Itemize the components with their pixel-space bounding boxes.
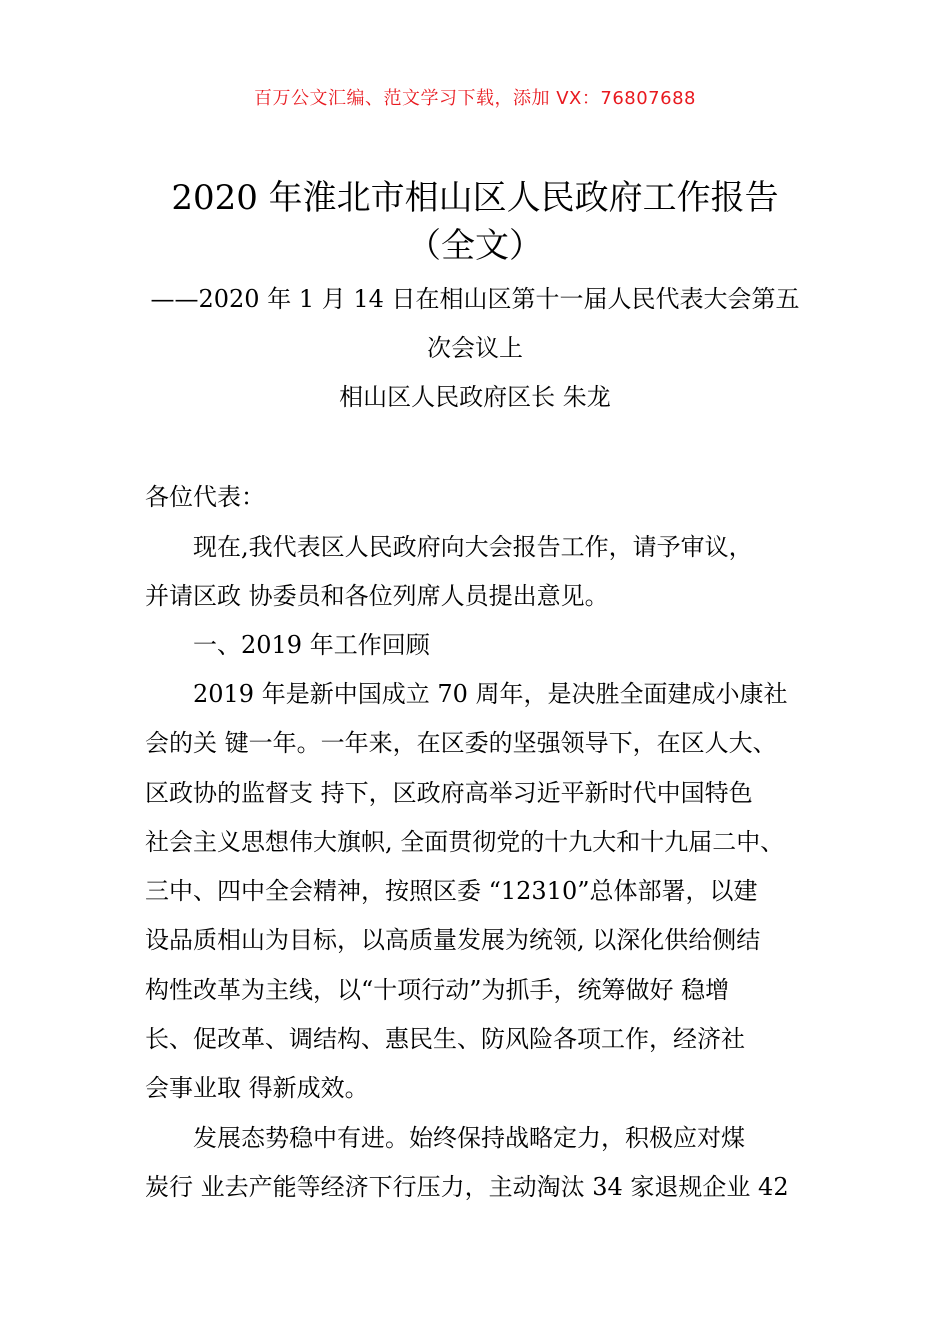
paragraph-line: 会的关 键一年。一年来，在区委的坚强领导下，在区人大、 (145, 729, 777, 757)
paragraph-line: 三中、四中全会精神，按照区委 “12310”总体部署，以建 (145, 877, 758, 905)
document-subtitle: ——2020 年 1 月 14 日在相山区第十一届人民代表大会第五 (150, 285, 800, 313)
paragraph-line: 2019 年是新中国成立 70 周年，是决胜全面建成小康社 (193, 680, 788, 708)
document-author: 相山区人民政府区长 朱龙 (339, 383, 611, 411)
document-title: 2020 年淮北市相山区人民政府工作报告 (171, 178, 779, 218)
paragraph-line: 长、促改革、调结构、惠民生、防风险各项工作，经济社 (145, 1025, 745, 1053)
document-subtitle-continued: 次会议上 (427, 334, 523, 362)
paragraph-line: 设品质相山为目标，以高质量发展为统领, 以深化供给侧结 (145, 926, 761, 954)
salutation: 各位代表： (145, 483, 265, 511)
paragraph-line: 会事业取 得新成效。 (145, 1074, 369, 1102)
paragraph-line: 炭行 业去产能等经济下行压力，主动淘汰 34 家退规企业 42 (145, 1173, 789, 1201)
paragraph-line: 构性改革为主线，以“十项行动”为抓手，统筹做好 稳增 (145, 976, 730, 1004)
paragraph-line: 并请区政 协委员和各位列席人员提出意见。 (145, 582, 609, 610)
paragraph-line: 社会主义思想伟大旗帜, 全面贯彻党的十九大和十九届二中、 (145, 828, 785, 856)
watermark-banner: 百万公文汇编、范文学习下载，添加 VX：76807688 (254, 88, 696, 109)
section-heading: 一、2019 年工作回顾 (193, 631, 430, 659)
document-title-suffix: （全文） (407, 226, 543, 266)
paragraph-line: 发展态势稳中有进。始终保持战略定力，积极应对煤 (193, 1124, 745, 1152)
paragraph-line: 现在,我代表区人民政府向大会报告工作，请予审议， (193, 533, 753, 561)
paragraph-line: 区政协的监督支 持下，区政府高举习近平新时代中国特色 (145, 779, 753, 807)
